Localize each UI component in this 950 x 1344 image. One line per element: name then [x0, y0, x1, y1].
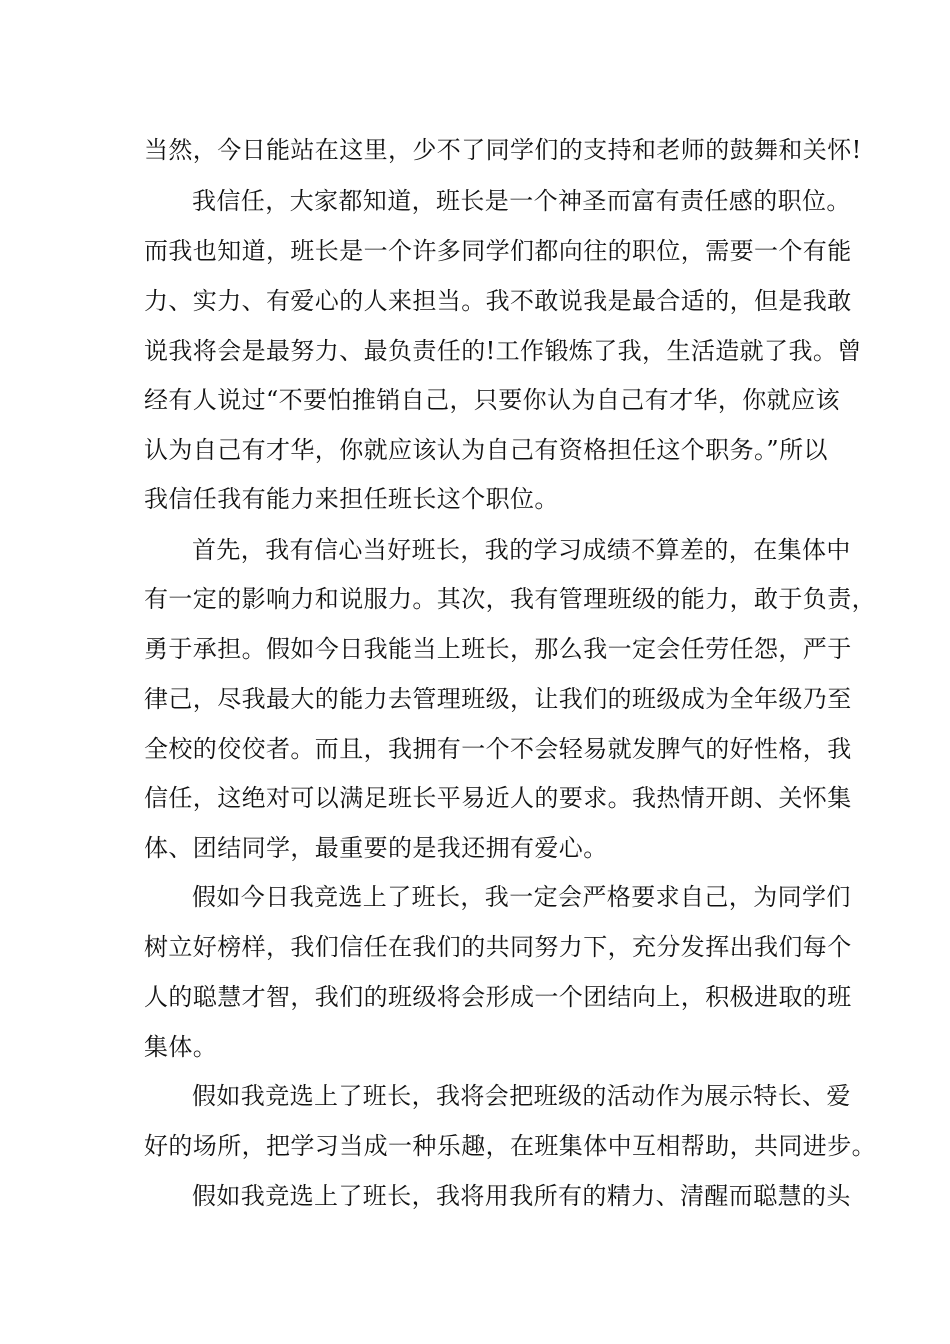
text-line: 当然，今日能站在这里，少不了同学们的支持和老师的鼓舞和关怀!	[144, 136, 862, 164]
text-line: 好的场所，把学习当成一种乐趣，在班集体中互相帮助，共同进步。	[144, 1132, 876, 1160]
paragraph-start-line: 假如我竞选上了班长，我将用我所有的精力、清醒而聪慧的头	[192, 1182, 851, 1210]
text-line: 说我将会是最努力、最负责任的!工作锻炼了我，生活造就了我。曾	[144, 337, 862, 365]
text-line: 集体。	[144, 1033, 218, 1061]
text-line: 我信任我有能力来担任班长这个职位。	[144, 485, 559, 513]
text-line: 经有人说过“不要怕推销自己，只要你认为自己有才华，你就应该	[144, 386, 840, 414]
text-line: 而我也知道，班长是一个许多同学们都向往的职位，需要一个有能	[144, 237, 852, 265]
paragraph-start-line: 首先，我有信心当好班长，我的学习成绩不算差的，在集体中	[192, 536, 851, 564]
text-line: 信任，这绝对可以满足班长平易近人的要求。我热情开朗、关怀集	[144, 784, 852, 812]
paragraph-start-line: 假如我竞选上了班长，我将会把班级的活动作为展示特长、爱	[192, 1082, 851, 1110]
text-line: 认为自己有才华，你就应该认为自己有资格担任这个职务。”所以	[144, 436, 828, 464]
text-line: 体、团结同学，最重要的是我还拥有爱心。	[144, 834, 608, 862]
text-line: 有一定的影响力和说服力。其次，我有管理班级的能力，敢于负责，	[144, 585, 876, 613]
text-line: 人的聪慧才智，我们的班级将会形成一个团结向上，积极进取的班	[144, 983, 852, 1011]
text-line: 律己，尽我最大的能力去管理班级，让我们的班级成为全年级乃至	[144, 685, 852, 713]
text-line: 力、实力、有爱心的人来担当。我不敢说我是最合适的，但是我敢	[144, 287, 852, 315]
text-line: 全校的佼佼者。而且，我拥有一个不会轻易就发脾气的好性格，我	[144, 735, 852, 763]
text-line: 勇于承担。假如今日我能当上班长，那么我一定会任劳任怨，严于	[144, 635, 852, 663]
paragraph-start-line: 我信任，大家都知道，班长是一个神圣而富有责任感的职位。	[192, 187, 851, 215]
paragraph-start-line: 假如今日我竞选上了班长，我一定会严格要求自己，为同学们	[192, 883, 851, 911]
text-line: 树立好榜样，我们信任在我们的共同努力下，充分发挥出我们每个	[144, 933, 852, 961]
